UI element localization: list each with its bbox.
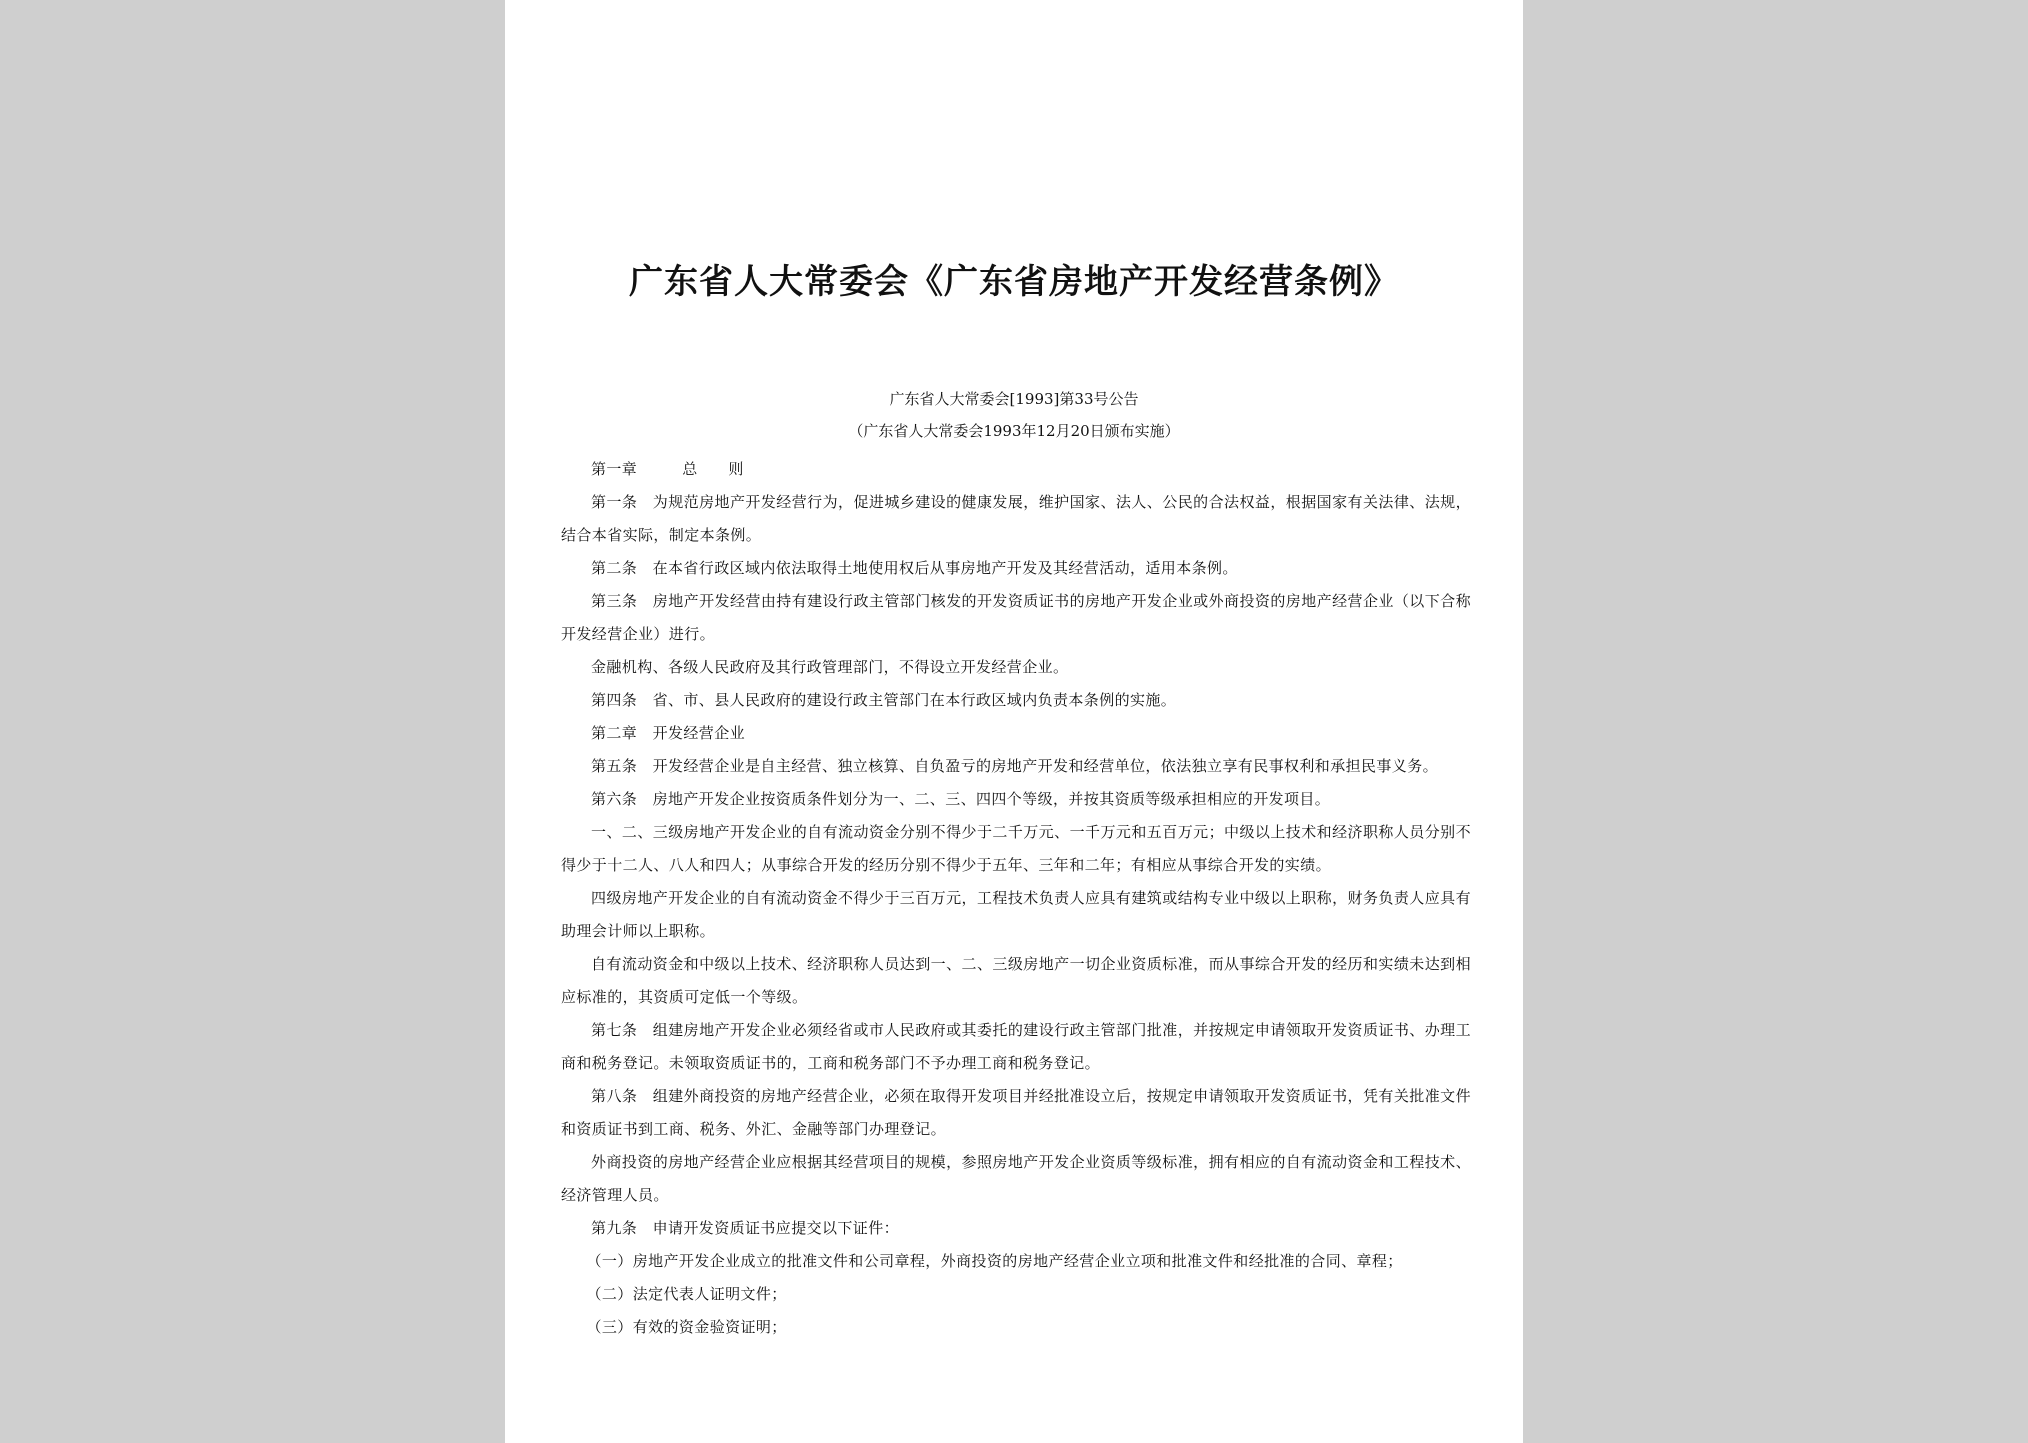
chapter-heading xyxy=(561,453,1471,486)
paragraph: 金融机构、各级人民政府及其行政管理部门，不得设立开发经营企业。 xyxy=(591,658,1069,676)
paragraph: 一、二、三级房地产开发企业的自有流动资金分别不得少于二千万元、一千万元和五百万元；中级以上技术和经济职称人员分别不得少于十二人、八人和四人；从事综合开发的经历分别不得少于五年、三年和二年；有相应从事综合开发的实绩。 xyxy=(561,823,1471,874)
paragraph: 第一条 为规范房地产开发经营行为，促进城乡建设的健康发展，维护国家、法人、公民的合法权益，根据国家有关法律、法规，结合本省实际，制定本条例。 xyxy=(561,493,1471,544)
paragraph: 第八条 组建外商投资的房地产经营企业，必须在取得开发项目并经批准设立后，按规定申请领取开发资质证书，凭有关批准文件和资质证书到工商、税务、外汇、金融等部门办理登记。 xyxy=(561,1087,1471,1138)
paragraph: 第二条 在本省行政区域内依法取得土地使用权后从事房地产开发及其经营活动，适用本条例。 xyxy=(591,559,1238,577)
document-page xyxy=(505,0,1523,1443)
chapter-label: 第一章 xyxy=(591,460,638,478)
chapter-name: 总 则 xyxy=(682,460,744,478)
document-title: 广东省人大常委会《广东省房地产开发经营条例》 xyxy=(629,262,1399,302)
paragraph: 四级房地产开发企业的自有流动资金不得少于三百万元，工程技术负责人应具有建筑或结构专业中级以上职称，财务负责人应具有助理会计师以上职称。 xyxy=(561,889,1471,940)
paragraph: 第六条 房地产开发企业按资质条件划分为一、二、三、四四个等级，并按其资质等级承担相应的开发项目。 xyxy=(591,790,1331,808)
paragraph: 第五条 开发经营企业是自主经营、独立核算、自负盈亏的房地产开发和经营单位，依法独立享有民事权利和承担民事义务。 xyxy=(591,757,1439,775)
document-body xyxy=(561,453,1471,1344)
issuance-note: （广东省人大常委会1993年12月20日颁布实施） xyxy=(848,422,1180,440)
paragraph: 外商投资的房地产经营企业应根据其经营项目的规模，参照房地产开发企业资质等级标准，拥有相应的自有流动资金和工程技术、经济管理人员。 xyxy=(561,1153,1471,1204)
paragraph: 自有流动资金和中级以上技术、经济职称人员达到一、二、三级房地产一切企业资质标准，而从事综合开发的经历和实绩未达到相应标准的，其资质可定低一个等级。 xyxy=(561,955,1471,1006)
announcement-number: 广东省人大常委会[1993]第33号公告 xyxy=(889,390,1139,408)
list-item: （三）有效的资金验资证明； xyxy=(586,1318,787,1336)
paragraph: 第三条 房地产开发经营由持有建设行政主管部门核发的开发资质证书的房地产开发企业或外商投资的房地产经营企业（以下合称开发经营企业）进行。 xyxy=(561,592,1471,643)
list-item: （一）房地产开发企业成立的批准文件和公司章程，外商投资的房地产经营企业立项和批准文件和经批准的合同、章程； xyxy=(586,1252,1403,1270)
list-item: （二）法定代表人证明文件； xyxy=(586,1285,787,1303)
paragraph: 第七条 组建房地产开发企业必须经省或市人民政府或其委托的建设行政主管部门批准，并按规定申请领取开发资质证书、办理工商和税务登记。未领取资质证书的，工商和税务部门不予办理工商和税务登记。 xyxy=(561,1021,1471,1072)
paragraph: 第九条 申请开发资质证书应提交以下证件： xyxy=(591,1219,900,1237)
chapter-heading: 第二章 开发经营企业 xyxy=(591,724,746,742)
paragraph: 第四条 省、市、县人民政府的建设行政主管部门在本行政区域内负责本条例的实施。 xyxy=(591,691,1177,709)
